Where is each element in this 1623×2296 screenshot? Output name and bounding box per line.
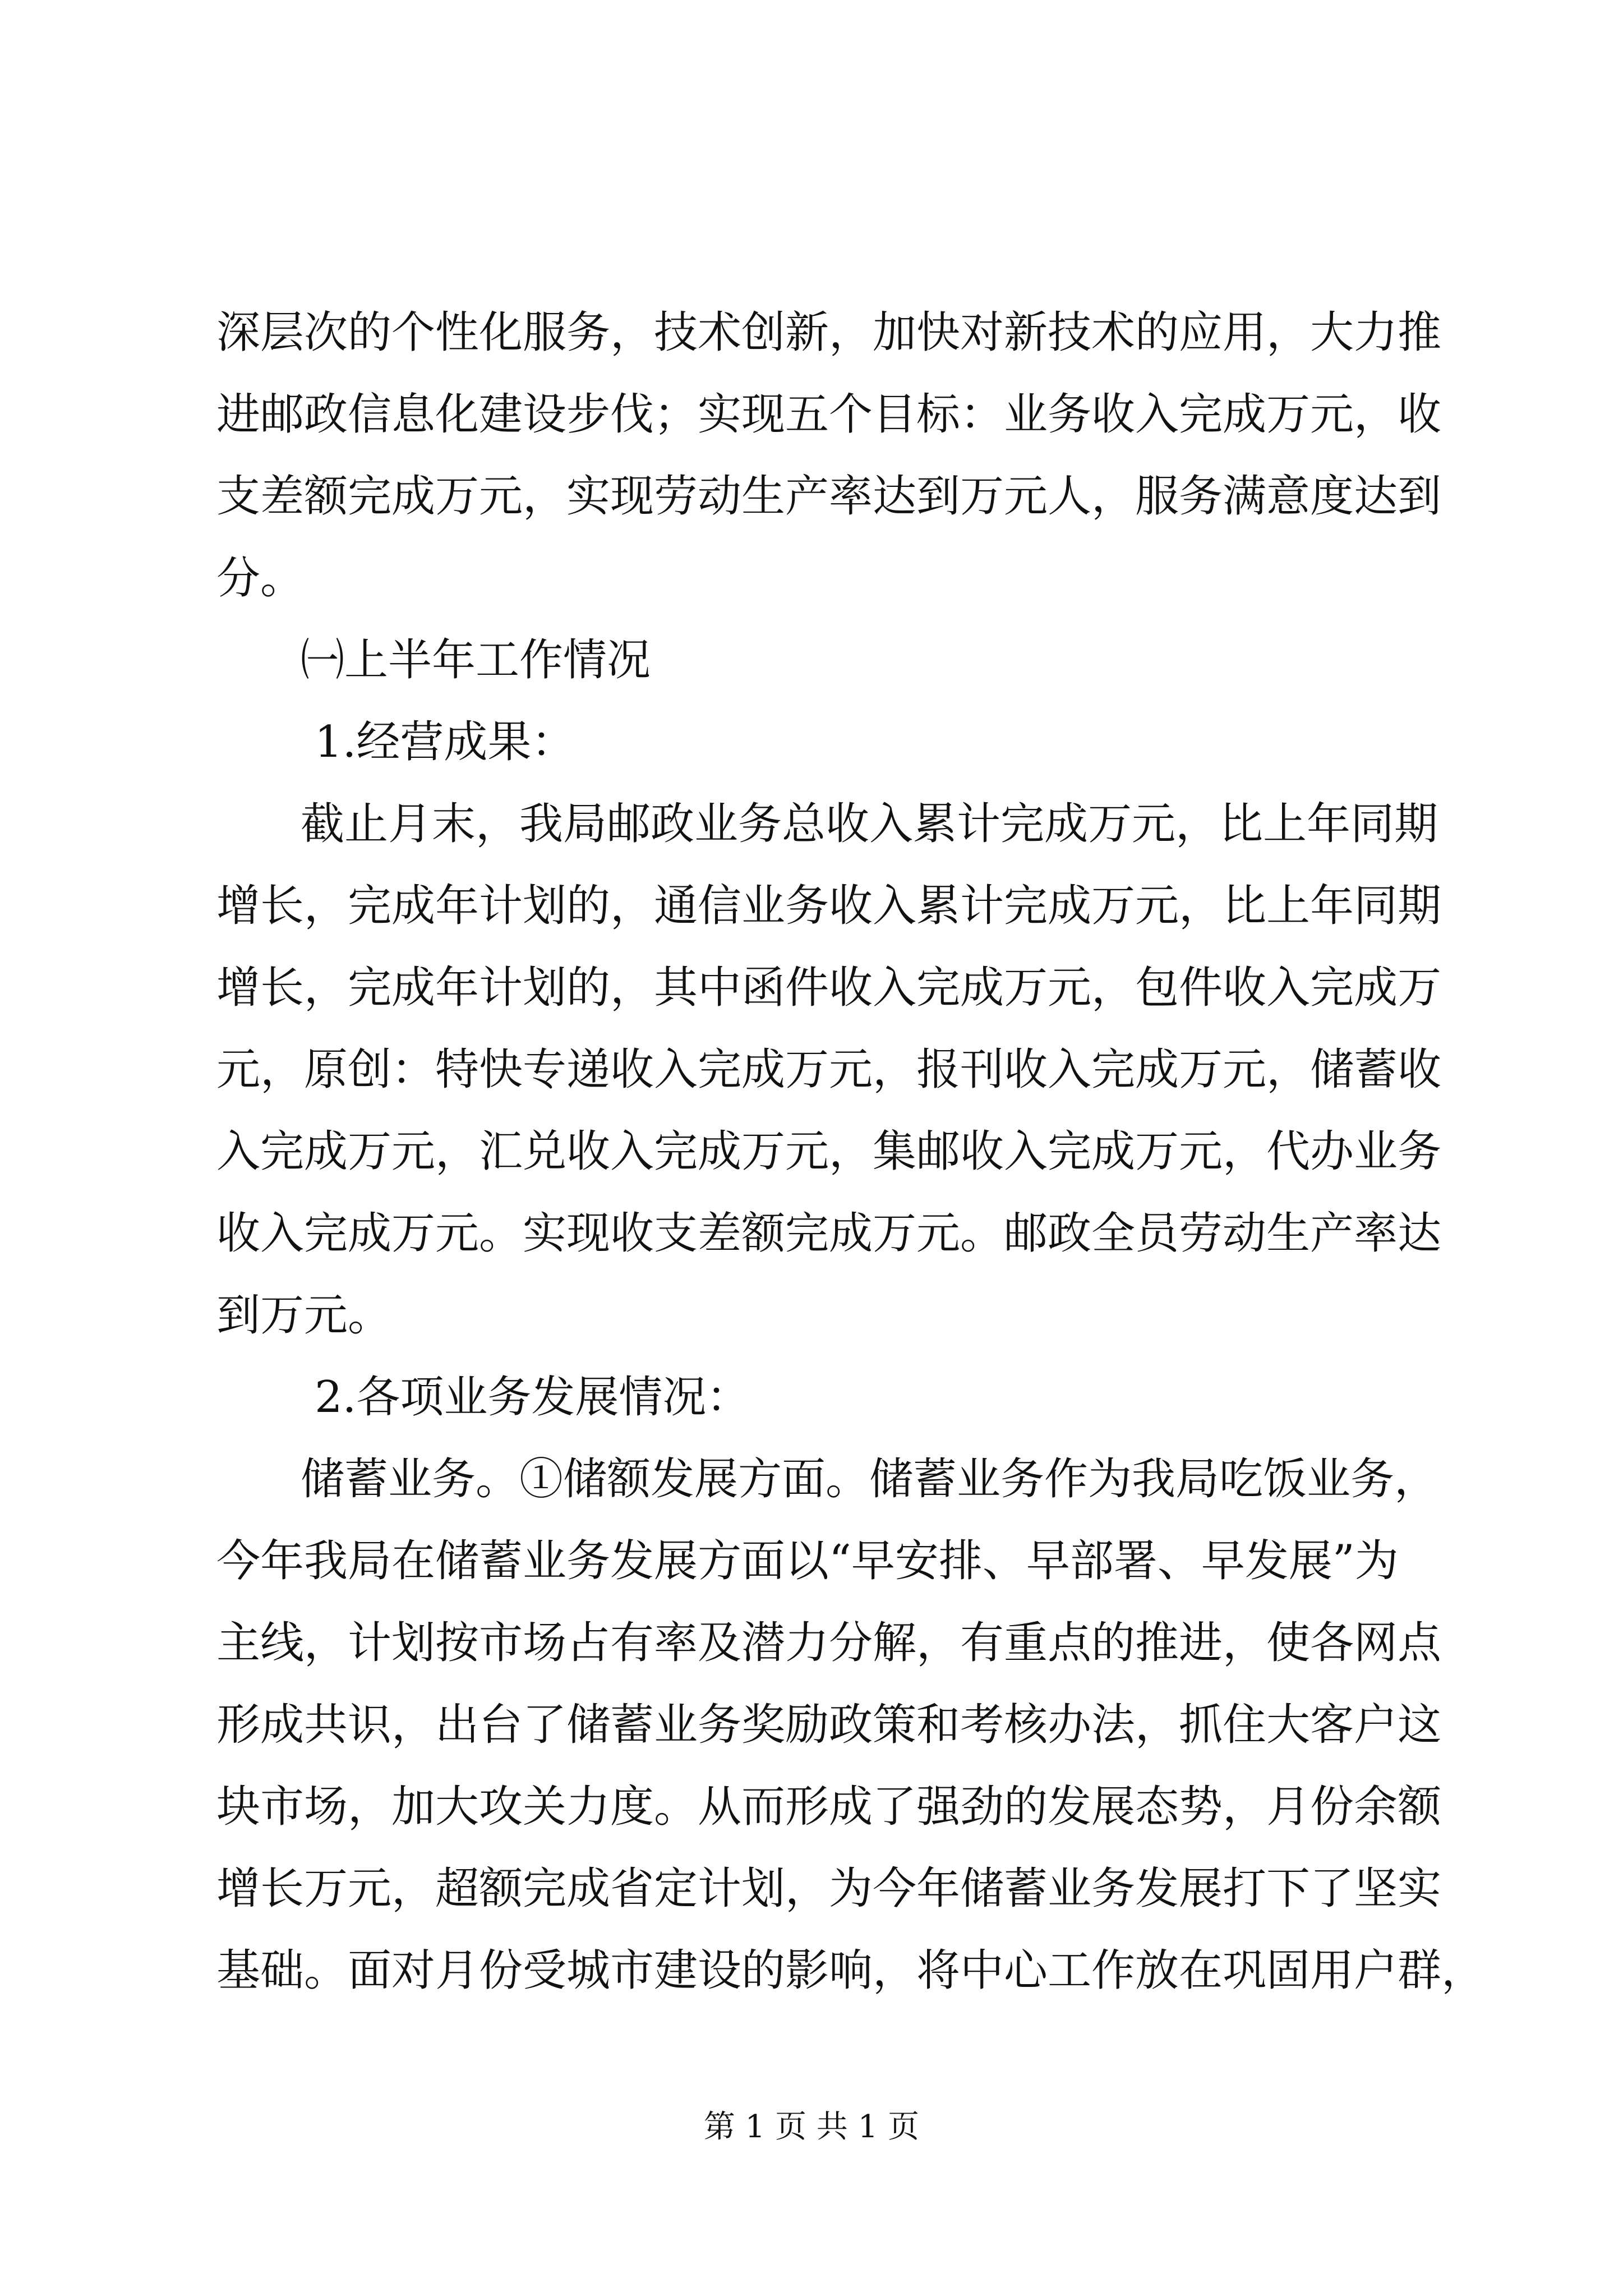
text-line: 深层次的个性化服务，技术创新，加快对新技术的应用，大力推: [216, 307, 1442, 358]
text-line: 增长，完成年计划的，其中函件收入完成万元，包件收入完成万: [216, 963, 1442, 1013]
text-line: 入完成万元，汇兑收入完成万元，集邮收入完成万元，代办业务: [216, 1126, 1442, 1177]
text-line: 增长，完成年计划的，通信业务收入累计完成万元，比上年同期: [216, 881, 1442, 931]
text-line: 截止月末，我局邮政业务总收入累计完成万元，比上年同期: [301, 799, 1438, 849]
text-line: 收入完成万元。实现收支差额完成万元。邮政全员劳动生产率达: [216, 1208, 1442, 1259]
page-footer: 第 1 页 共 1 页: [703, 2109, 920, 2145]
text-line: 支差额完成万元，实现劳动生产率达到万元人，服务满意度达到: [216, 471, 1442, 522]
text-line: 元，原创：特快专递收入完成万元，报刊收入完成万元，储蓄收: [216, 1045, 1442, 1095]
text-line: 今年我局在储蓄业务发展方面以“早安排、早部署、早发展”为: [216, 1536, 1399, 1586]
text-line: 储蓄业务。①储额发展方面。储蓄业务作为我局吃饭业务，: [301, 1454, 1438, 1504]
text-line: 主线，计划按市场占有率及潜力分解，有重点的推进，使各网点: [216, 1618, 1442, 1668]
subsection-heading: 1.经营成果：: [315, 717, 575, 767]
text-line: 进邮政信息化建设步伐；实现五个目标：业务收入完成万元，收: [216, 389, 1442, 440]
text-line: 分。: [216, 553, 305, 604]
text-line: 基础。面对月份受城市建设的影响，将中心工作放在巩固用户群，: [216, 1945, 1486, 1996]
text-line: 增长万元，超额完成省定计划，为今年储蓄业务发展打下了坚实: [216, 1864, 1442, 1914]
text-line: 到万元。: [216, 1290, 392, 1341]
subsection-heading: 2.各项业务发展情况：: [315, 1372, 750, 1423]
text-line: 形成共识，出台了储蓄业务奖励政策和考核办法，抓住大客户这: [216, 1700, 1442, 1750]
text-line: 块市场，加大攻关力度。从而形成了强劲的发展态势，月份余额: [216, 1782, 1442, 1832]
body-text: [216, 292, 1486, 2012]
section-heading: ㈠上半年工作情况: [301, 635, 651, 685]
